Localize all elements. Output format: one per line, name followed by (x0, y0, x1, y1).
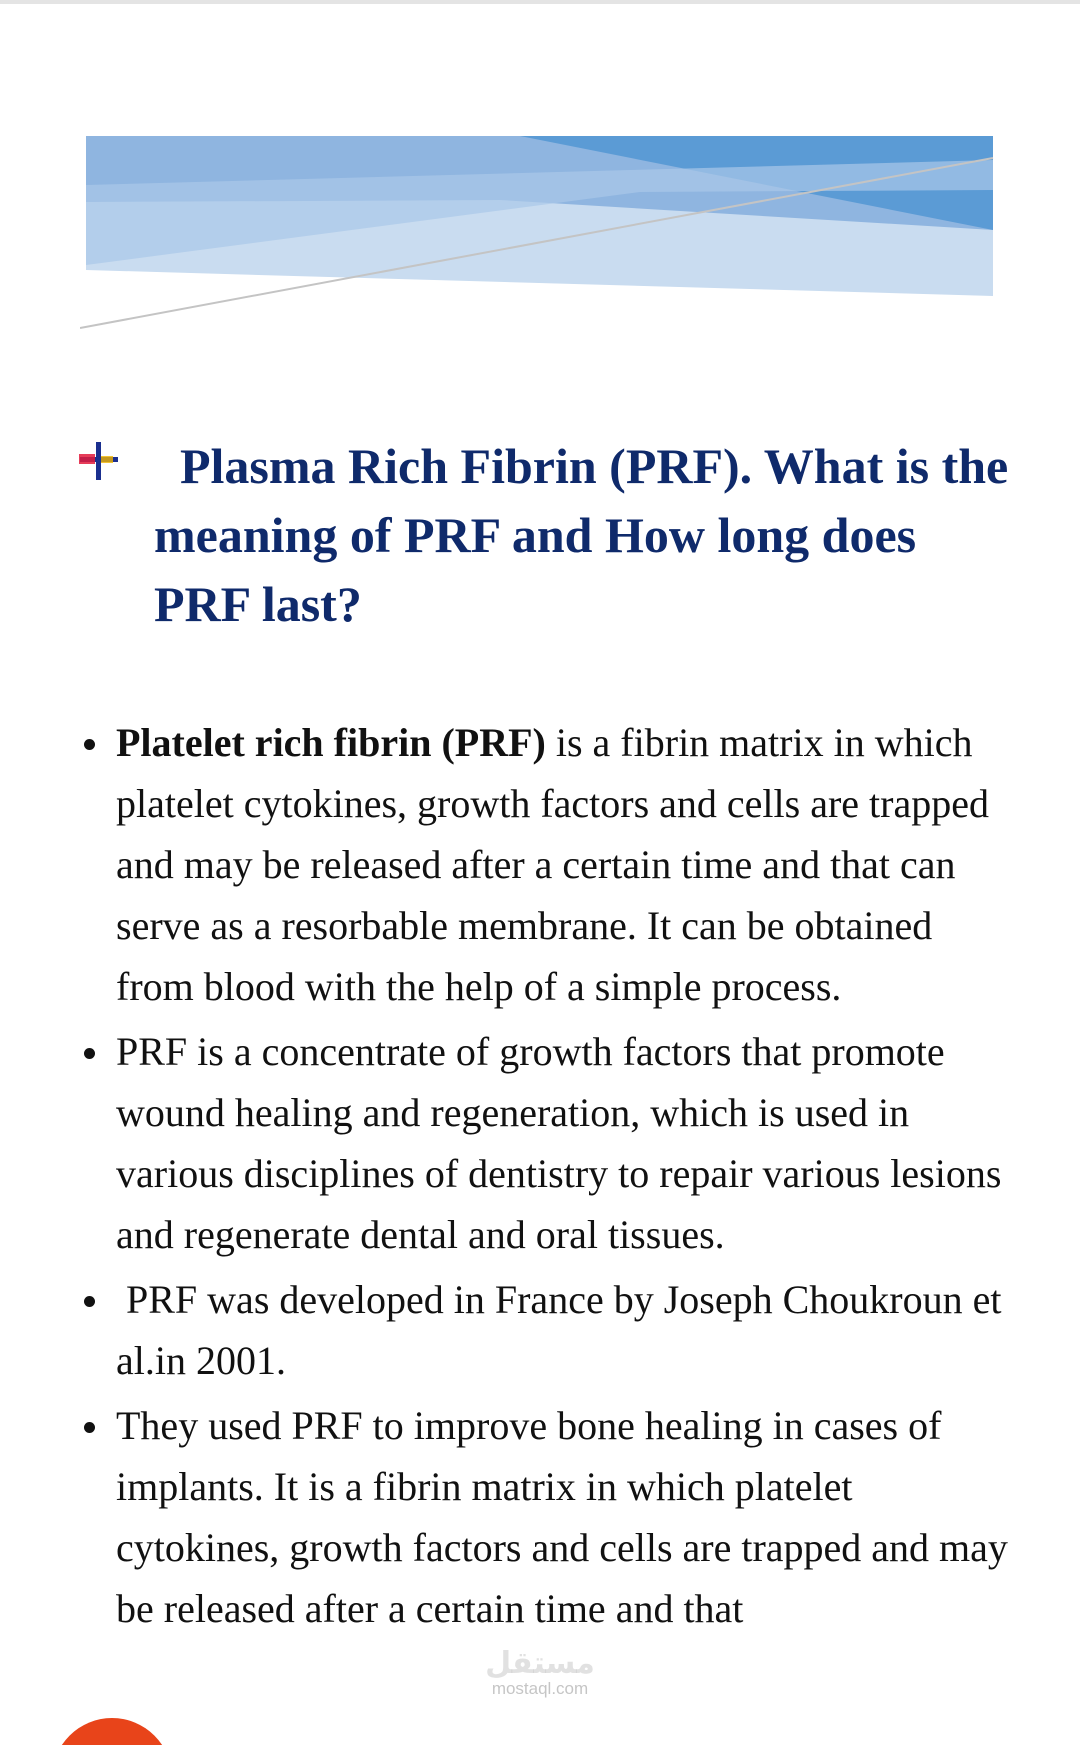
top-edge (0, 0, 1080, 4)
bullet-list (78, 712, 1018, 1643)
watermark (470, 1648, 610, 1698)
watermark-logo-icon: مستقل (485, 1647, 595, 1680)
list-item-text: PRF is a concentrate of growth factors that promote wound healing and regeneration, which is used in various disciplines of dentistry to repair various lesions and regenerate dental and oral tissues. (116, 1029, 1002, 1257)
page-title (116, 432, 1018, 639)
list-item (78, 1269, 1018, 1391)
list-item (78, 712, 1018, 1017)
list-item (78, 1395, 1018, 1639)
list-item-text: PRF was developed in France by Joseph Choukroun et al.in 2001. (116, 1277, 1012, 1383)
bullet-dot-icon (84, 1048, 95, 1059)
list-item-text: is a fibrin matrix in which platelet cytokines, growth factors and cells are trapped and may be released after a certain time and that can serve as a resorbable membrane. It can be obtained from blood with the help of a simple process. (116, 720, 989, 1009)
list-item-bold: Platelet rich fibrin (PRF) (116, 720, 546, 765)
list-item-text: They used PRF to improve bone healing in cases of implants. It is a fibrin matrix in which platelet cytokines, growth factors and cells are trapped and may be released after a certain time and that (116, 1403, 1008, 1631)
floating-action-button[interactable] (52, 1718, 172, 1745)
bullet-dot-icon (84, 739, 95, 750)
section-heading (78, 432, 1018, 639)
red-blue-cross-icon (78, 440, 120, 482)
watermark-url: mostaql.com (491, 1679, 589, 1698)
bullet-dot-icon (84, 1422, 95, 1433)
page-title-text: Plasma Rich Fibrin (PRF). What is the meaning of PRF and How long does PRF last? (154, 438, 1009, 632)
header-banner (80, 130, 1000, 350)
bullet-dot-icon (84, 1296, 95, 1307)
list-item (78, 1021, 1018, 1265)
